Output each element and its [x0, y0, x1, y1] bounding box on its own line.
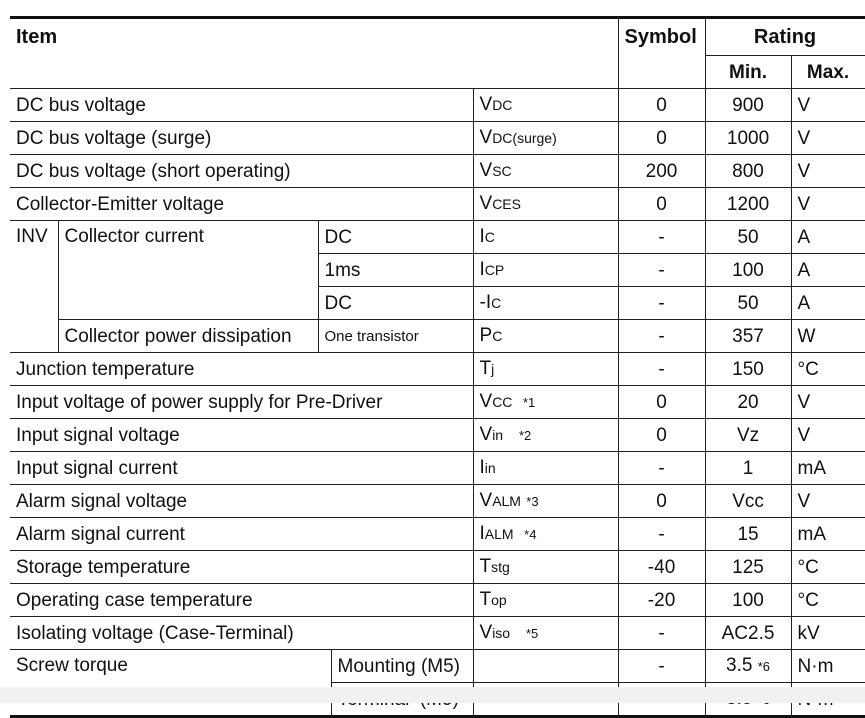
- min-cell: 0: [618, 89, 705, 122]
- item-cell: Collector power dissipation: [58, 320, 318, 353]
- item-cell: Storage temperature: [10, 551, 473, 584]
- symbol-cell: Vin *2: [473, 419, 618, 452]
- table-row: [10, 485, 865, 518]
- header-item: Item: [10, 18, 618, 89]
- item-cell: Isolating voltage (Case-Terminal): [10, 617, 473, 650]
- max-cell: AC2.5: [705, 617, 791, 650]
- min-cell: -: [618, 617, 705, 650]
- max-cell: 1200: [705, 188, 791, 221]
- item-cell: Input signal voltage: [10, 419, 473, 452]
- max-cell: Vcc: [705, 485, 791, 518]
- unit-cell: V: [791, 122, 865, 155]
- symbol-cell: [473, 650, 618, 683]
- max-cell: 15: [705, 518, 791, 551]
- max-cell: 125: [705, 551, 791, 584]
- symbol-cell: Top: [473, 584, 618, 617]
- item-cell: Input signal current: [10, 452, 473, 485]
- ratings-table: [10, 16, 865, 718]
- symbol-cell: Iin: [473, 452, 618, 485]
- header-max: Max.: [791, 56, 865, 89]
- unit-cell: W: [791, 320, 865, 353]
- min-cell: 0: [618, 188, 705, 221]
- symbol-cell: -IC: [473, 287, 618, 320]
- unit-cell: A: [791, 287, 865, 320]
- header-row-1: [10, 18, 865, 56]
- item-cell: Collector current: [58, 221, 318, 320]
- symbol-cell: VALM *3: [473, 485, 618, 518]
- min-cell: 0: [618, 122, 705, 155]
- table-row: [10, 650, 865, 683]
- header-rating: Rating: [705, 18, 865, 56]
- item-cell: Screw torque: [10, 650, 331, 717]
- table-row: [10, 452, 865, 485]
- symbol-cell: VCC *1: [473, 386, 618, 419]
- table-row: [10, 221, 865, 254]
- symbol-cell: VSC: [473, 155, 618, 188]
- unit-cell: °C: [791, 584, 865, 617]
- table-row: [10, 188, 865, 221]
- condition-cell: DC: [318, 221, 473, 254]
- item-cell: Alarm signal current: [10, 518, 473, 551]
- unit-cell: V: [791, 155, 865, 188]
- max-cell: 50: [705, 287, 791, 320]
- min-cell: -40: [618, 551, 705, 584]
- unit-cell: V: [791, 485, 865, 518]
- condition-cell: Mounting (M5): [331, 650, 473, 683]
- unit-cell: V: [791, 188, 865, 221]
- table-row: [10, 584, 865, 617]
- symbol-cell: VDC(surge): [473, 122, 618, 155]
- symbol-cell: VCES: [473, 188, 618, 221]
- page-bottom-band: [0, 687, 865, 703]
- symbol-cell: Tj: [473, 353, 618, 386]
- unit-cell: V: [791, 419, 865, 452]
- table-row: [10, 518, 865, 551]
- max-cell: 50: [705, 221, 791, 254]
- item-cell: Collector-Emitter voltage: [10, 188, 473, 221]
- unit-cell: A: [791, 221, 865, 254]
- min-cell: -: [618, 650, 705, 683]
- table-row: [10, 320, 865, 353]
- symbol-cell: Tstg: [473, 551, 618, 584]
- unit-cell: °C: [791, 551, 865, 584]
- min-cell: -: [618, 353, 705, 386]
- min-cell: -: [618, 254, 705, 287]
- unit-cell: V: [791, 386, 865, 419]
- max-cell: 1000: [705, 122, 791, 155]
- unit-cell: kV: [791, 617, 865, 650]
- condition-cell: One transistor: [318, 320, 473, 353]
- min-cell: 0: [618, 386, 705, 419]
- item-cell: Operating case temperature: [10, 584, 473, 617]
- symbol-cell: IALM *4: [473, 518, 618, 551]
- min-cell: -: [618, 452, 705, 485]
- item-cell: DC bus voltage (surge): [10, 122, 473, 155]
- table-row: [10, 89, 865, 122]
- min-cell: 0: [618, 485, 705, 518]
- symbol-cell: IC: [473, 221, 618, 254]
- max-cell: 357: [705, 320, 791, 353]
- table-row: [10, 419, 865, 452]
- unit-cell: °C: [791, 353, 865, 386]
- min-cell: 0: [618, 419, 705, 452]
- header-symbol: Symbol: [618, 18, 705, 89]
- unit-cell: mA: [791, 452, 865, 485]
- item-cell: DC bus voltage: [10, 89, 473, 122]
- max-cell: 20: [705, 386, 791, 419]
- symbol-cell: PC: [473, 320, 618, 353]
- min-cell: -: [618, 518, 705, 551]
- max-cell: 150: [705, 353, 791, 386]
- table-row: [10, 617, 865, 650]
- table-row: [10, 551, 865, 584]
- min-cell: -20: [618, 584, 705, 617]
- unit-cell: N·m: [791, 650, 865, 683]
- inv-group-label: INV: [10, 221, 58, 353]
- max-cell: 900: [705, 89, 791, 122]
- min-cell: 200: [618, 155, 705, 188]
- max-cell: 100: [705, 584, 791, 617]
- unit-cell: mA: [791, 518, 865, 551]
- max-cell: 3.5 *6: [705, 650, 791, 683]
- item-cell: DC bus voltage (short operating): [10, 155, 473, 188]
- max-cell: 800: [705, 155, 791, 188]
- table-row: [10, 386, 865, 419]
- unit-cell: A: [791, 254, 865, 287]
- min-cell: -: [618, 320, 705, 353]
- item-cell: Input voltage of power supply for Pre-Driver: [10, 386, 473, 419]
- symbol-cell: ICP: [473, 254, 618, 287]
- table-row: [10, 155, 865, 188]
- condition-cell: DC: [318, 287, 473, 320]
- symbol-cell: Viso *5: [473, 617, 618, 650]
- unit-cell: V: [791, 89, 865, 122]
- max-cell: 1: [705, 452, 791, 485]
- symbol-cell: VDC: [473, 89, 618, 122]
- max-cell: 100: [705, 254, 791, 287]
- table-row: [10, 353, 865, 386]
- item-cell: Junction temperature: [10, 353, 473, 386]
- table-row: [10, 122, 865, 155]
- min-cell: -: [618, 221, 705, 254]
- max-cell: Vz: [705, 419, 791, 452]
- min-cell: -: [618, 287, 705, 320]
- header-min: Min.: [705, 56, 791, 89]
- condition-cell: 1ms: [318, 254, 473, 287]
- item-cell: Alarm signal voltage: [10, 485, 473, 518]
